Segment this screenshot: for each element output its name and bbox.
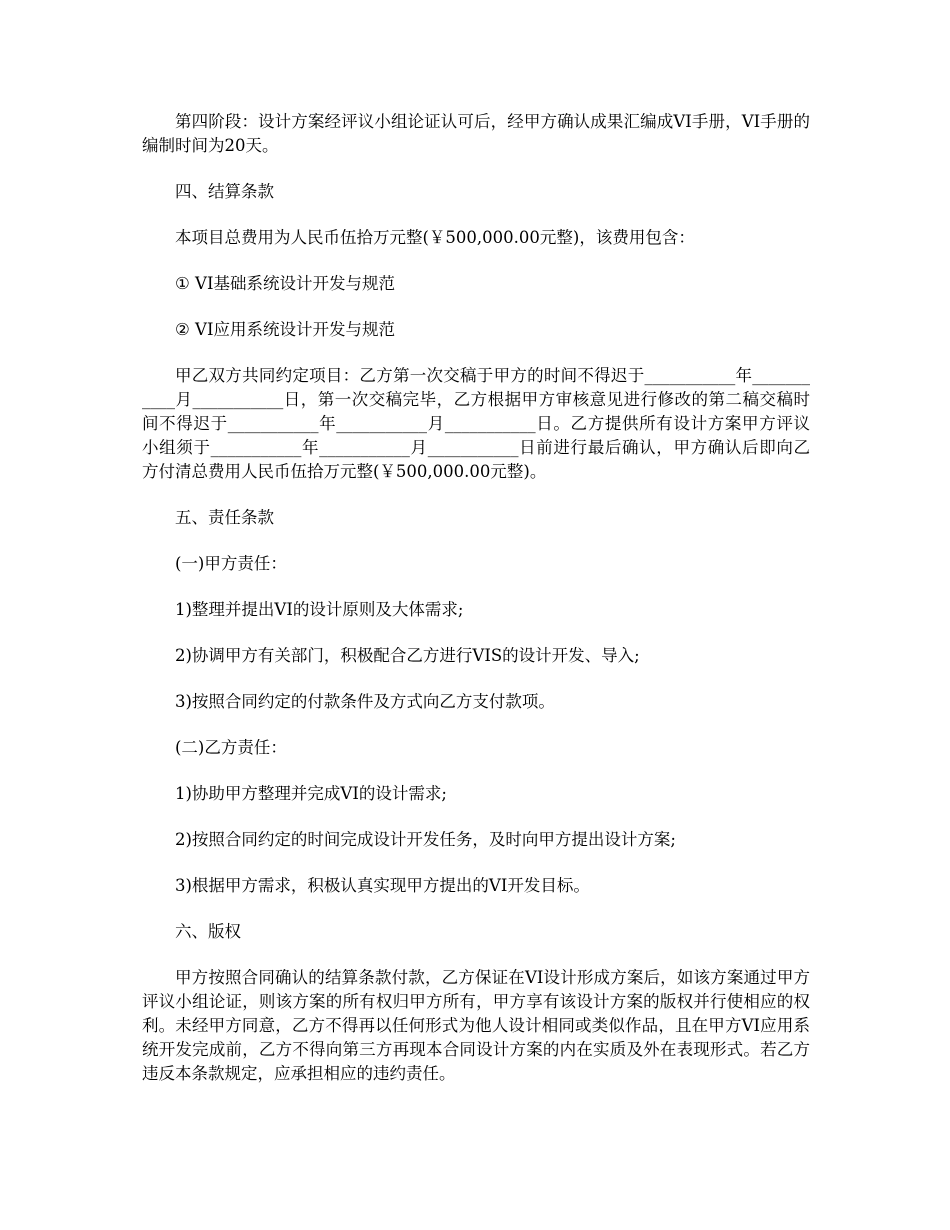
subheading-party-a-responsibility: (一)甲方责任： xyxy=(175,554,287,573)
paragraph-stage-four: 第四阶段：设计方案经评议小组论证认可后，经甲方确认成果汇编成VI手册，VI手册的编制时间为20天。 xyxy=(142,112,810,155)
list-item-party-b-2: 2)按照合同约定的时间完成设计开发任务，及时向甲方提出设计方案; xyxy=(175,830,676,849)
heading-settlement-terms: 四、结算条款 xyxy=(175,182,274,201)
paragraph-total-fee: 本项目总费用为人民币伍拾万元整(￥500,000.00元整)，该费用包含： xyxy=(175,228,695,247)
list-item-vi-application-system: ② VI应用系统设计开发与规范 xyxy=(175,320,395,339)
list-item-vi-basic-system: ① VI基础系统设计开发与规范 xyxy=(175,274,395,293)
list-item-party-a-2: 2)协调甲方有关部门，积极配合乙方进行VIS的设计开发、导入; xyxy=(175,646,640,665)
heading-copyright: 六、版权 xyxy=(175,922,241,941)
paragraph-copyright-terms: 甲方按照合同确认的结算条款付款，乙方保证在VI设计形成方案后，如该方案通过甲方评议小组论证，则该方案的所有权归甲方所有，甲方享有该设计方案的版权并行使相应的权利。未经甲方同意，乙方不得再以任何形式为他人设计相同或类似作品，且在甲方VI应用系统开发完成前，乙方不得向第三方再现本合同设计方案的内在实质及外在表现形式。若乙方违反本条款规定，应承担相应的违约责任。 xyxy=(142,968,810,1083)
document-body xyxy=(142,110,810,1086)
heading-responsibility-terms: 五、责任条款 xyxy=(175,508,274,527)
list-item-party-a-3: 3)按照合同约定的付款条件及方式向乙方支付款项。 xyxy=(175,692,555,711)
list-item-party-b-3: 3)根据甲方需求，积极认真实现甲方提出的VI开发目标。 xyxy=(175,876,590,895)
list-item-party-b-1: 1)协助甲方整理并完成VI的设计需求; xyxy=(175,784,447,803)
list-item-party-a-1: 1)整理并提出VI的设计原则及大体需求; xyxy=(175,600,464,619)
subheading-party-b-responsibility: (二)乙方责任： xyxy=(175,738,287,757)
paragraph-delivery-schedule: 甲乙双方共同约定项目：乙方第一次交稿于甲方的时间不得迟于___________年___________月___________日，第一次交稿完毕，乙方根据甲方审核意见进行修改的第二稿交稿时间不得迟于___________年___________月___________日。乙方提供所有设计方案甲方评议小组须于___________年___________月___________日前进行最后确认，甲方确认后即向乙方付清总费用人民币伍拾万元整(￥500,000.00元整)。 xyxy=(142,366,810,481)
